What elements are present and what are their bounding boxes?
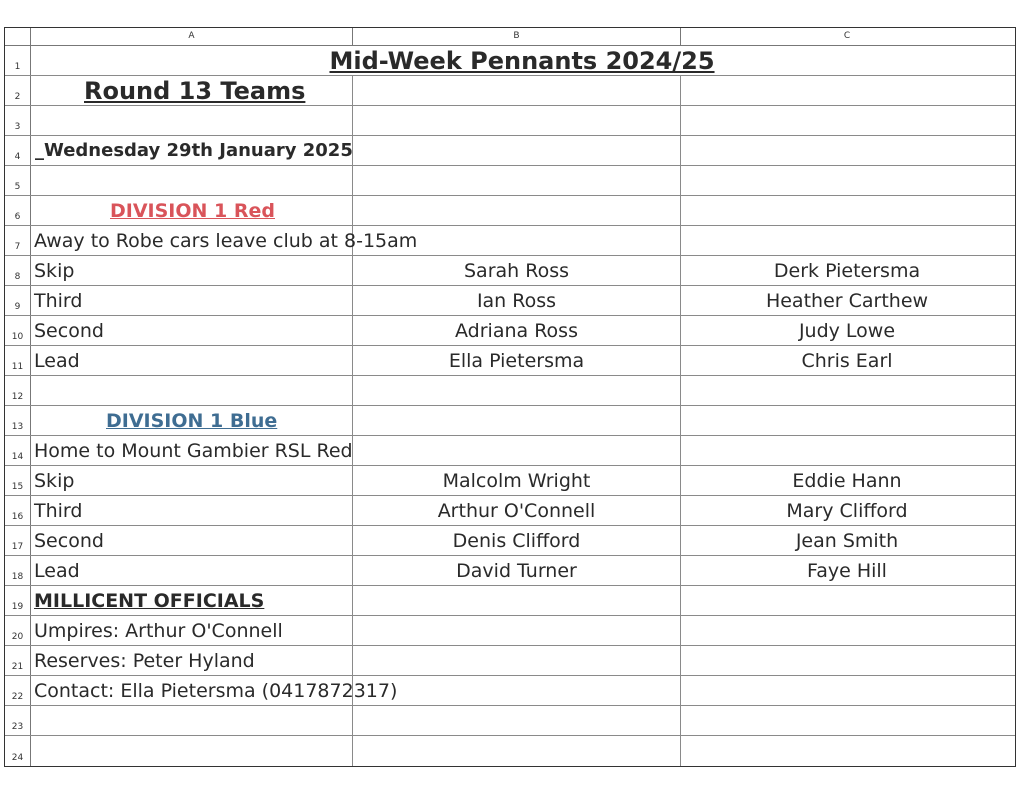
row-number[interactable]: 5 — [5, 166, 31, 195]
sheet-row — [5, 586, 1015, 616]
cell[interactable] — [681, 406, 1013, 435]
player-cell[interactable]: Jean Smith — [795, 529, 899, 552]
row-number[interactable]: 15 — [5, 466, 31, 495]
cell[interactable] — [681, 616, 1013, 645]
sheet-row — [5, 376, 1015, 406]
cell[interactable] — [681, 436, 1013, 465]
player-cell[interactable]: Malcolm Wright — [353, 466, 681, 495]
player-cell[interactable]: Eddie Hann — [792, 469, 902, 492]
player-cell[interactable]: Chris Earl — [801, 349, 893, 372]
row-number[interactable]: 16 — [5, 496, 31, 525]
column-header-c[interactable]: C — [843, 31, 851, 41]
cell[interactable] — [31, 376, 353, 405]
sheet-row — [5, 646, 1015, 676]
player-cell[interactable]: Ian Ross — [353, 286, 681, 315]
position-cell[interactable]: Lead — [31, 346, 353, 375]
cell[interactable] — [353, 136, 681, 165]
row-number[interactable]: 4 — [5, 136, 31, 165]
reserves-cell[interactable]: Reserves: Peter Hyland — [31, 646, 353, 675]
player-cell[interactable]: Sarah Ross — [353, 256, 681, 285]
sheet-row — [5, 136, 1015, 166]
row-number[interactable]: 6 — [5, 196, 31, 225]
row-number[interactable]: 23 — [5, 706, 31, 735]
sheet-row — [5, 76, 1015, 106]
cell[interactable] — [353, 76, 681, 105]
cell[interactable] — [681, 76, 1013, 105]
row-number[interactable]: 1 — [5, 46, 31, 75]
position-cell[interactable]: Lead — [31, 556, 353, 585]
sheet-row — [5, 316, 1015, 346]
row-number[interactable]: 22 — [5, 676, 31, 705]
row-number[interactable]: 19 — [5, 586, 31, 615]
sheet-row — [5, 736, 1015, 766]
row-number[interactable]: 3 — [5, 106, 31, 135]
sheet-row — [5, 616, 1015, 646]
cell[interactable] — [31, 736, 353, 766]
player-cell[interactable]: Mary Clifford — [786, 499, 908, 522]
title-text: Mid-Week Pennants 2024/25 — [329, 46, 715, 75]
cell[interactable] — [681, 376, 1013, 405]
player-cell[interactable]: Heather Carthew — [765, 289, 929, 312]
select-all-corner[interactable] — [5, 28, 31, 45]
sheet-row — [5, 46, 1015, 76]
sheet-row — [5, 406, 1015, 436]
sheet-row — [5, 346, 1015, 376]
sheet-row — [5, 676, 1015, 706]
umpires-cell[interactable]: Umpires: Arthur O'Connell — [31, 616, 353, 645]
column-header-a[interactable]: A — [31, 28, 353, 45]
player-cell[interactable]: Faye Hill — [807, 559, 887, 582]
sheet-row — [5, 286, 1015, 316]
position-cell[interactable]: Third — [31, 286, 353, 315]
row-number[interactable]: 10 — [5, 316, 31, 345]
row-number[interactable]: 12 — [5, 376, 31, 405]
cell[interactable] — [353, 106, 681, 135]
sheet-row — [5, 196, 1015, 226]
column-header-b[interactable]: B — [353, 28, 681, 45]
cell[interactable] — [353, 196, 681, 225]
cell[interactable] — [681, 706, 1013, 735]
round-cell[interactable] — [31, 76, 353, 105]
cell[interactable] — [681, 676, 1013, 705]
player-cell[interactable]: Judy Lowe — [798, 319, 896, 342]
contact-cell[interactable]: Contact: Ella Pietersma (0417872317) — [31, 676, 353, 705]
cell[interactable] — [681, 586, 1013, 615]
date-text: _Wednesday 29th January 2025 — [35, 140, 353, 161]
player-cell[interactable]: Ella Pietersma — [353, 346, 681, 375]
sheet-row — [5, 436, 1015, 466]
sheet-row — [5, 526, 1015, 556]
cell[interactable] — [681, 736, 1013, 766]
cell[interactable] — [353, 706, 681, 735]
cell[interactable] — [353, 586, 681, 615]
player-cell[interactable]: Adriana Ross — [353, 316, 681, 345]
cell[interactable] — [353, 166, 681, 195]
cell[interactable] — [681, 646, 1013, 675]
row-number[interactable]: 17 — [5, 526, 31, 555]
cell[interactable] — [353, 736, 681, 766]
officials-cell[interactable] — [31, 586, 353, 615]
date-cell[interactable] — [31, 136, 353, 165]
row-number[interactable]: 24 — [5, 736, 31, 766]
cell[interactable] — [31, 106, 353, 135]
cell[interactable] — [31, 166, 353, 195]
cell[interactable] — [31, 706, 353, 735]
cell[interactable] — [681, 196, 1013, 225]
row-number[interactable]: 7 — [5, 226, 31, 255]
cell[interactable] — [353, 226, 681, 255]
cell[interactable] — [681, 106, 1013, 135]
division-red-fixture[interactable]: Away to Robe cars leave club at 8-15am — [31, 226, 353, 255]
row-number[interactable]: 13 — [5, 406, 31, 435]
position-cell[interactable]: Skip — [31, 466, 353, 495]
spreadsheet — [4, 27, 1016, 767]
sheet-row — [5, 166, 1015, 196]
sheet-row — [5, 706, 1015, 736]
cell[interactable] — [681, 166, 1013, 195]
sheet-title[interactable] — [31, 46, 1013, 75]
round-heading: Round 13 Teams — [84, 76, 306, 105]
division-blue-fixture[interactable]: Home to Mount Gambier RSL Red — [31, 436, 353, 465]
sheet-row — [5, 556, 1015, 586]
position-cell[interactable]: Skip — [31, 256, 353, 285]
row-number[interactable]: 11 — [5, 346, 31, 375]
row-number[interactable]: 20 — [5, 616, 31, 645]
division-blue-cell[interactable] — [31, 406, 353, 435]
player-cell[interactable]: David Turner — [353, 556, 681, 585]
cell[interactable] — [353, 646, 681, 675]
row-number[interactable]: 18 — [5, 556, 31, 585]
sheet-row — [5, 466, 1015, 496]
player-cell[interactable]: Denis Clifford — [353, 526, 681, 555]
row-number[interactable]: 21 — [5, 646, 31, 675]
division-blue-heading: DIVISION 1 Blue — [106, 409, 278, 432]
officials-heading: MILLICENT OFFICIALS — [34, 589, 265, 612]
division-red-cell[interactable] — [31, 196, 353, 225]
cell[interactable] — [353, 406, 681, 435]
sheet-row — [5, 106, 1015, 136]
column-header-row — [5, 28, 1015, 46]
position-cell[interactable]: Second — [31, 316, 353, 345]
player-cell[interactable]: Derk Pietersma — [773, 259, 921, 282]
position-cell[interactable]: Second — [31, 526, 353, 555]
cell[interactable] — [353, 616, 681, 645]
division-red-heading: DIVISION 1 Red — [110, 199, 275, 222]
cell[interactable] — [353, 436, 681, 465]
cell[interactable] — [353, 676, 681, 705]
row-number[interactable]: 2 — [5, 76, 31, 105]
cell[interactable] — [681, 136, 1013, 165]
row-number[interactable]: 8 — [5, 256, 31, 285]
sheet-row — [5, 496, 1015, 526]
row-number[interactable]: 9 — [5, 286, 31, 315]
cell[interactable] — [353, 376, 681, 405]
sheet-row — [5, 226, 1015, 256]
row-number[interactable]: 14 — [5, 436, 31, 465]
player-cell[interactable]: Arthur O'Connell — [353, 496, 681, 525]
cell[interactable] — [681, 226, 1013, 255]
sheet-row — [5, 256, 1015, 286]
position-cell[interactable]: Third — [31, 496, 353, 525]
